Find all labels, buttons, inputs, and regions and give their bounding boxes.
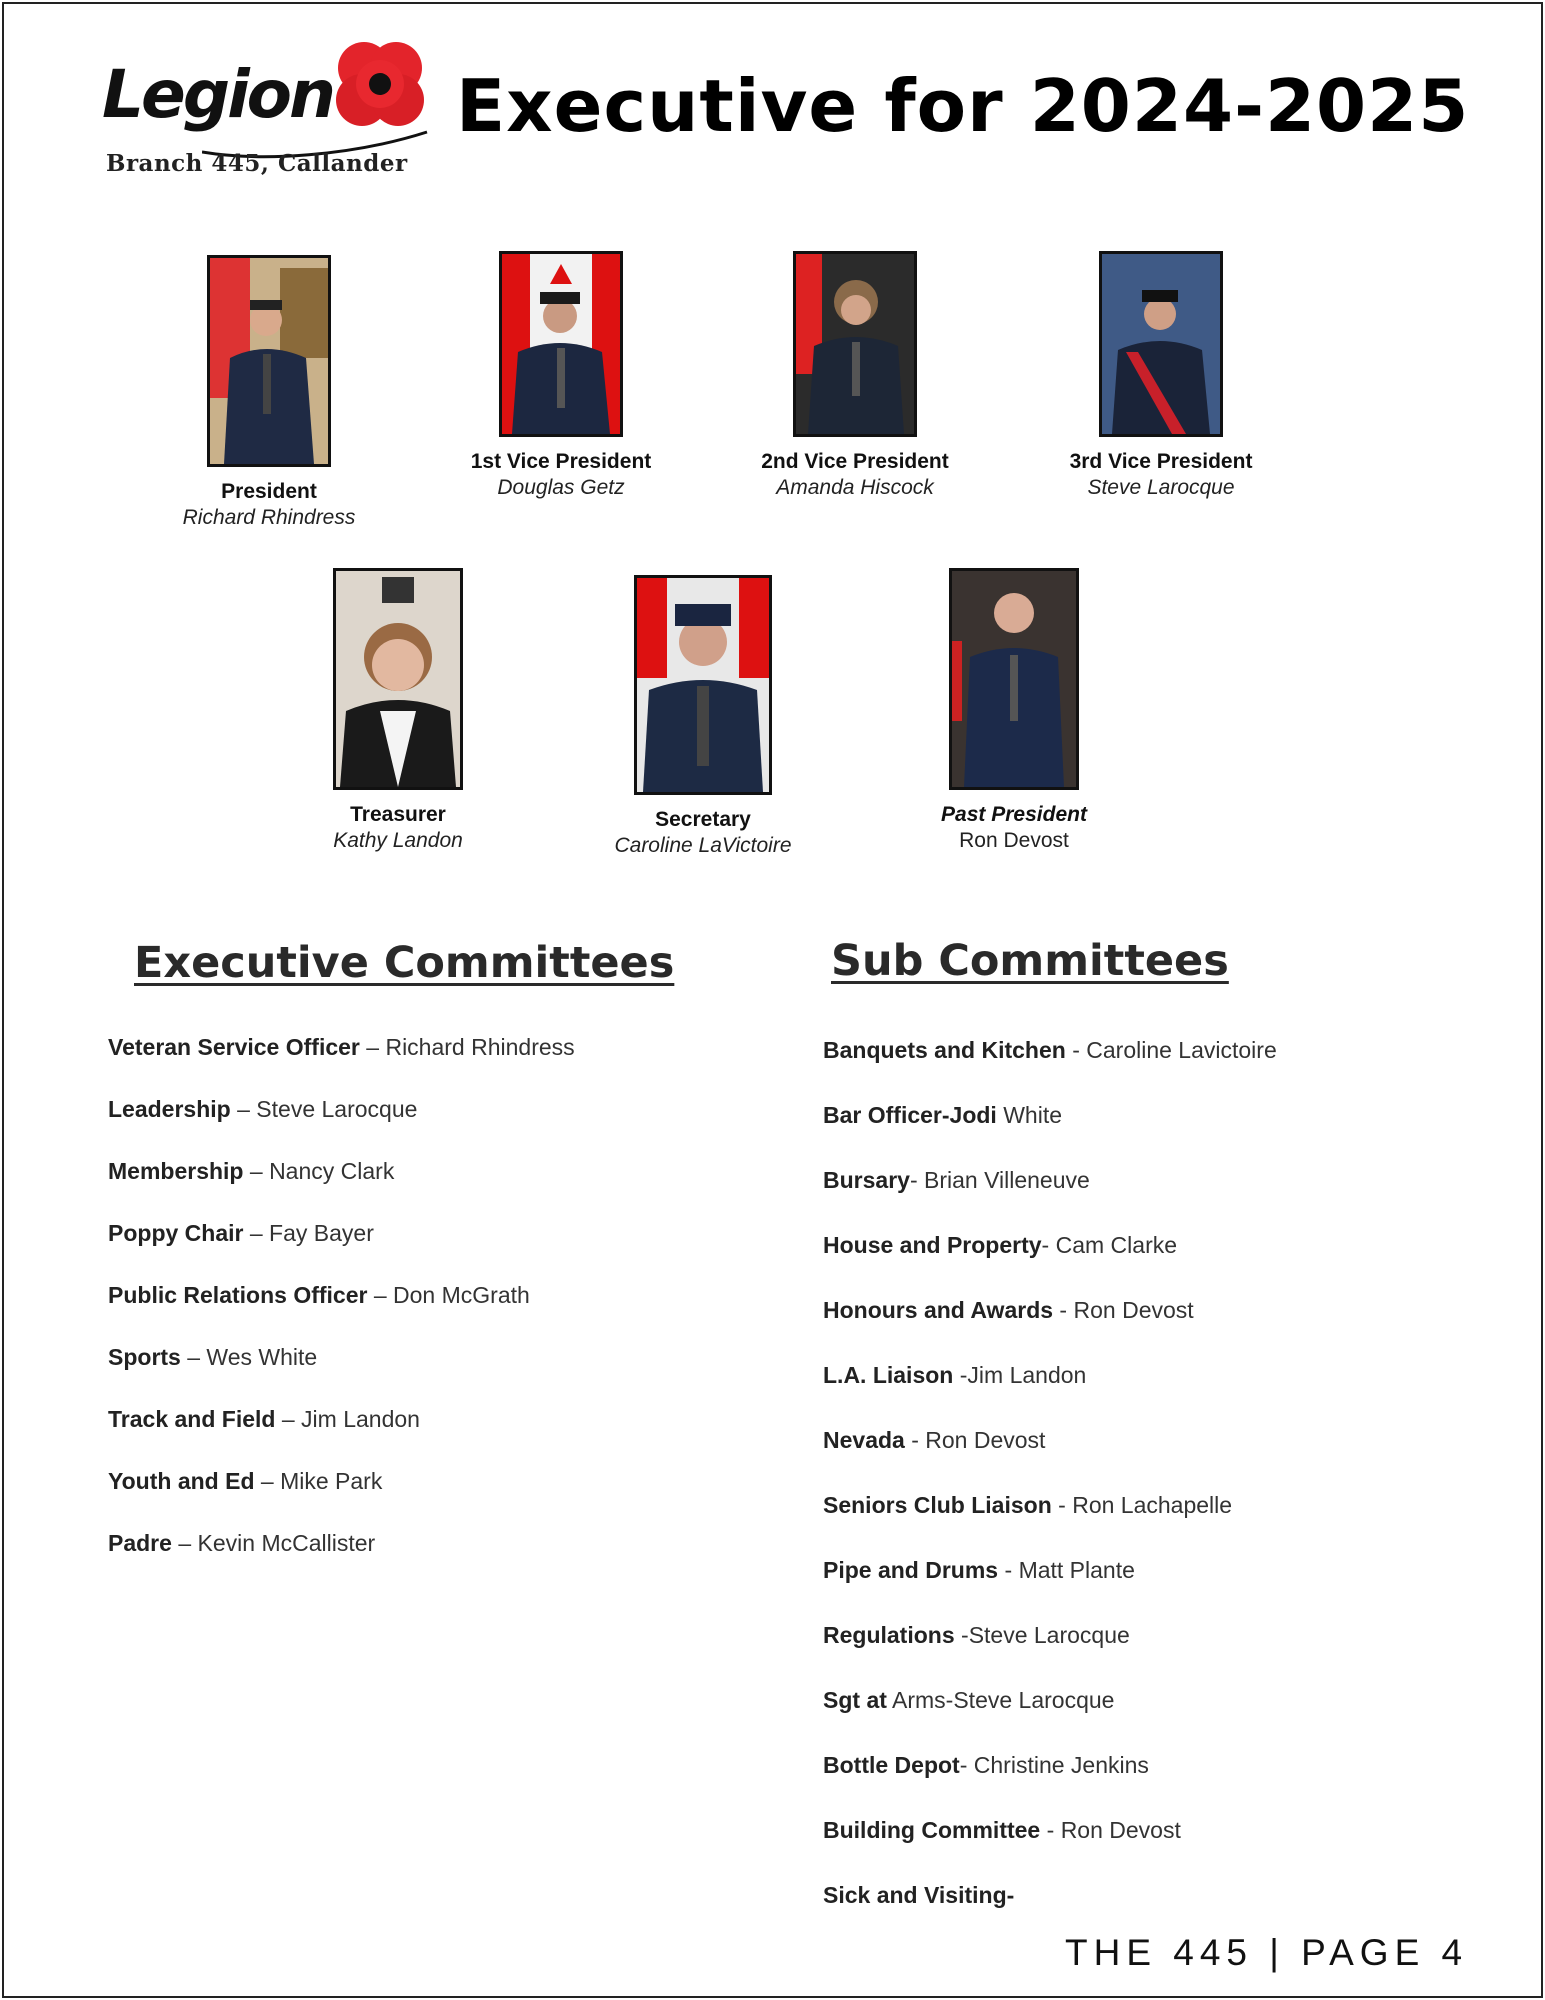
list-item: Building Committee - Ron Devost [823,1817,1181,1843]
list-item: Sgt at Arms-Steve Larocque [823,1687,1115,1713]
page-title: Executive for 2024-2025 [456,64,1470,148]
officer-name: Steve Larocque [1087,476,1235,499]
officer-role: Past President [941,803,1087,826]
executive-committees-list [108,1034,575,1592]
officer-name: Amanda Hiscock [776,476,934,499]
officer-role: President [221,480,317,503]
officer-role: 3rd Vice President [1069,450,1253,473]
list-item: Bar Officer-Jodi White [823,1102,1063,1128]
list-item: Regulations -Steve Larocque [823,1622,1130,1648]
legion-logo [102,34,432,184]
officer-role: Treasurer [350,803,446,826]
officer-photo [207,255,331,467]
officer-role: Secretary [655,808,751,831]
list-item: Nevada - Ron Devost [823,1427,1046,1453]
officer-treasurer [268,568,528,853]
executive-committees-heading: Executive Committees [134,938,675,988]
officer-name: Douglas Getz [497,476,625,499]
logo-wordmark: Legion [102,56,334,133]
officer-photo [499,251,623,437]
officer-name: Caroline LaVictoire [614,834,792,857]
list-item: L.A. Liaison -Jim Landon [823,1362,1087,1388]
officer-2nd-vice-president [725,251,985,500]
list-item: Track and Field – Jim Landon [108,1406,420,1432]
list-item: Poppy Chair – Fay Bayer [108,1220,374,1246]
list-item: Bottle Depot- Christine Jenkins [823,1752,1149,1778]
officer-1st-vice-president [431,251,691,500]
officer-role: 1st Vice President [470,450,652,473]
list-item: Membership – Nancy Clark [108,1158,395,1184]
officer-name: Richard Rhindress [182,506,356,529]
officer-past-president [884,568,1144,853]
sub-committees-list [823,1037,1277,1947]
officer-president [139,255,399,530]
officer-3rd-vice-president [1031,251,1291,500]
list-item: Pipe and Drums - Matt Plante [823,1557,1135,1583]
list-item: Banquets and Kitchen - Caroline Lavictoire [823,1037,1277,1063]
list-item: Youth and Ed – Mike Park [108,1468,383,1494]
officer-photo [333,568,463,790]
page-footer: THE 445 | PAGE 4 [1065,1932,1469,1973]
list-item: Padre – Kevin McCallister [108,1530,376,1556]
list-item: Veteran Service Officer – Richard Rhindress [108,1034,575,1060]
poppy-icon [328,34,432,138]
officer-name: Ron Devost [959,829,1069,852]
officer-photo [1099,251,1223,437]
officer-name: Kathy Landon [333,829,463,852]
list-item: Seniors Club Liaison - Ron Lachapelle [823,1492,1233,1518]
list-item: Sick and Visiting- [823,1882,1015,1908]
officer-secretary [573,575,833,858]
list-item: Leadership – Steve Larocque [108,1096,418,1122]
sub-committees-heading: Sub Committees [831,936,1229,986]
list-item: Bursary- Brian Villeneuve [823,1167,1090,1193]
list-item: House and Property- Cam Clarke [823,1232,1178,1258]
list-item: Public Relations Officer – Don McGrath [108,1282,530,1308]
list-item: Sports – Wes White [108,1344,318,1370]
officer-photo [793,251,917,437]
list-item: Honours and Awards - Ron Devost [823,1297,1194,1323]
officer-photo [949,568,1079,790]
officer-role: 2nd Vice President [761,450,949,473]
branch-label: Branch 445, Callander [106,150,408,177]
officer-photo [634,575,772,795]
